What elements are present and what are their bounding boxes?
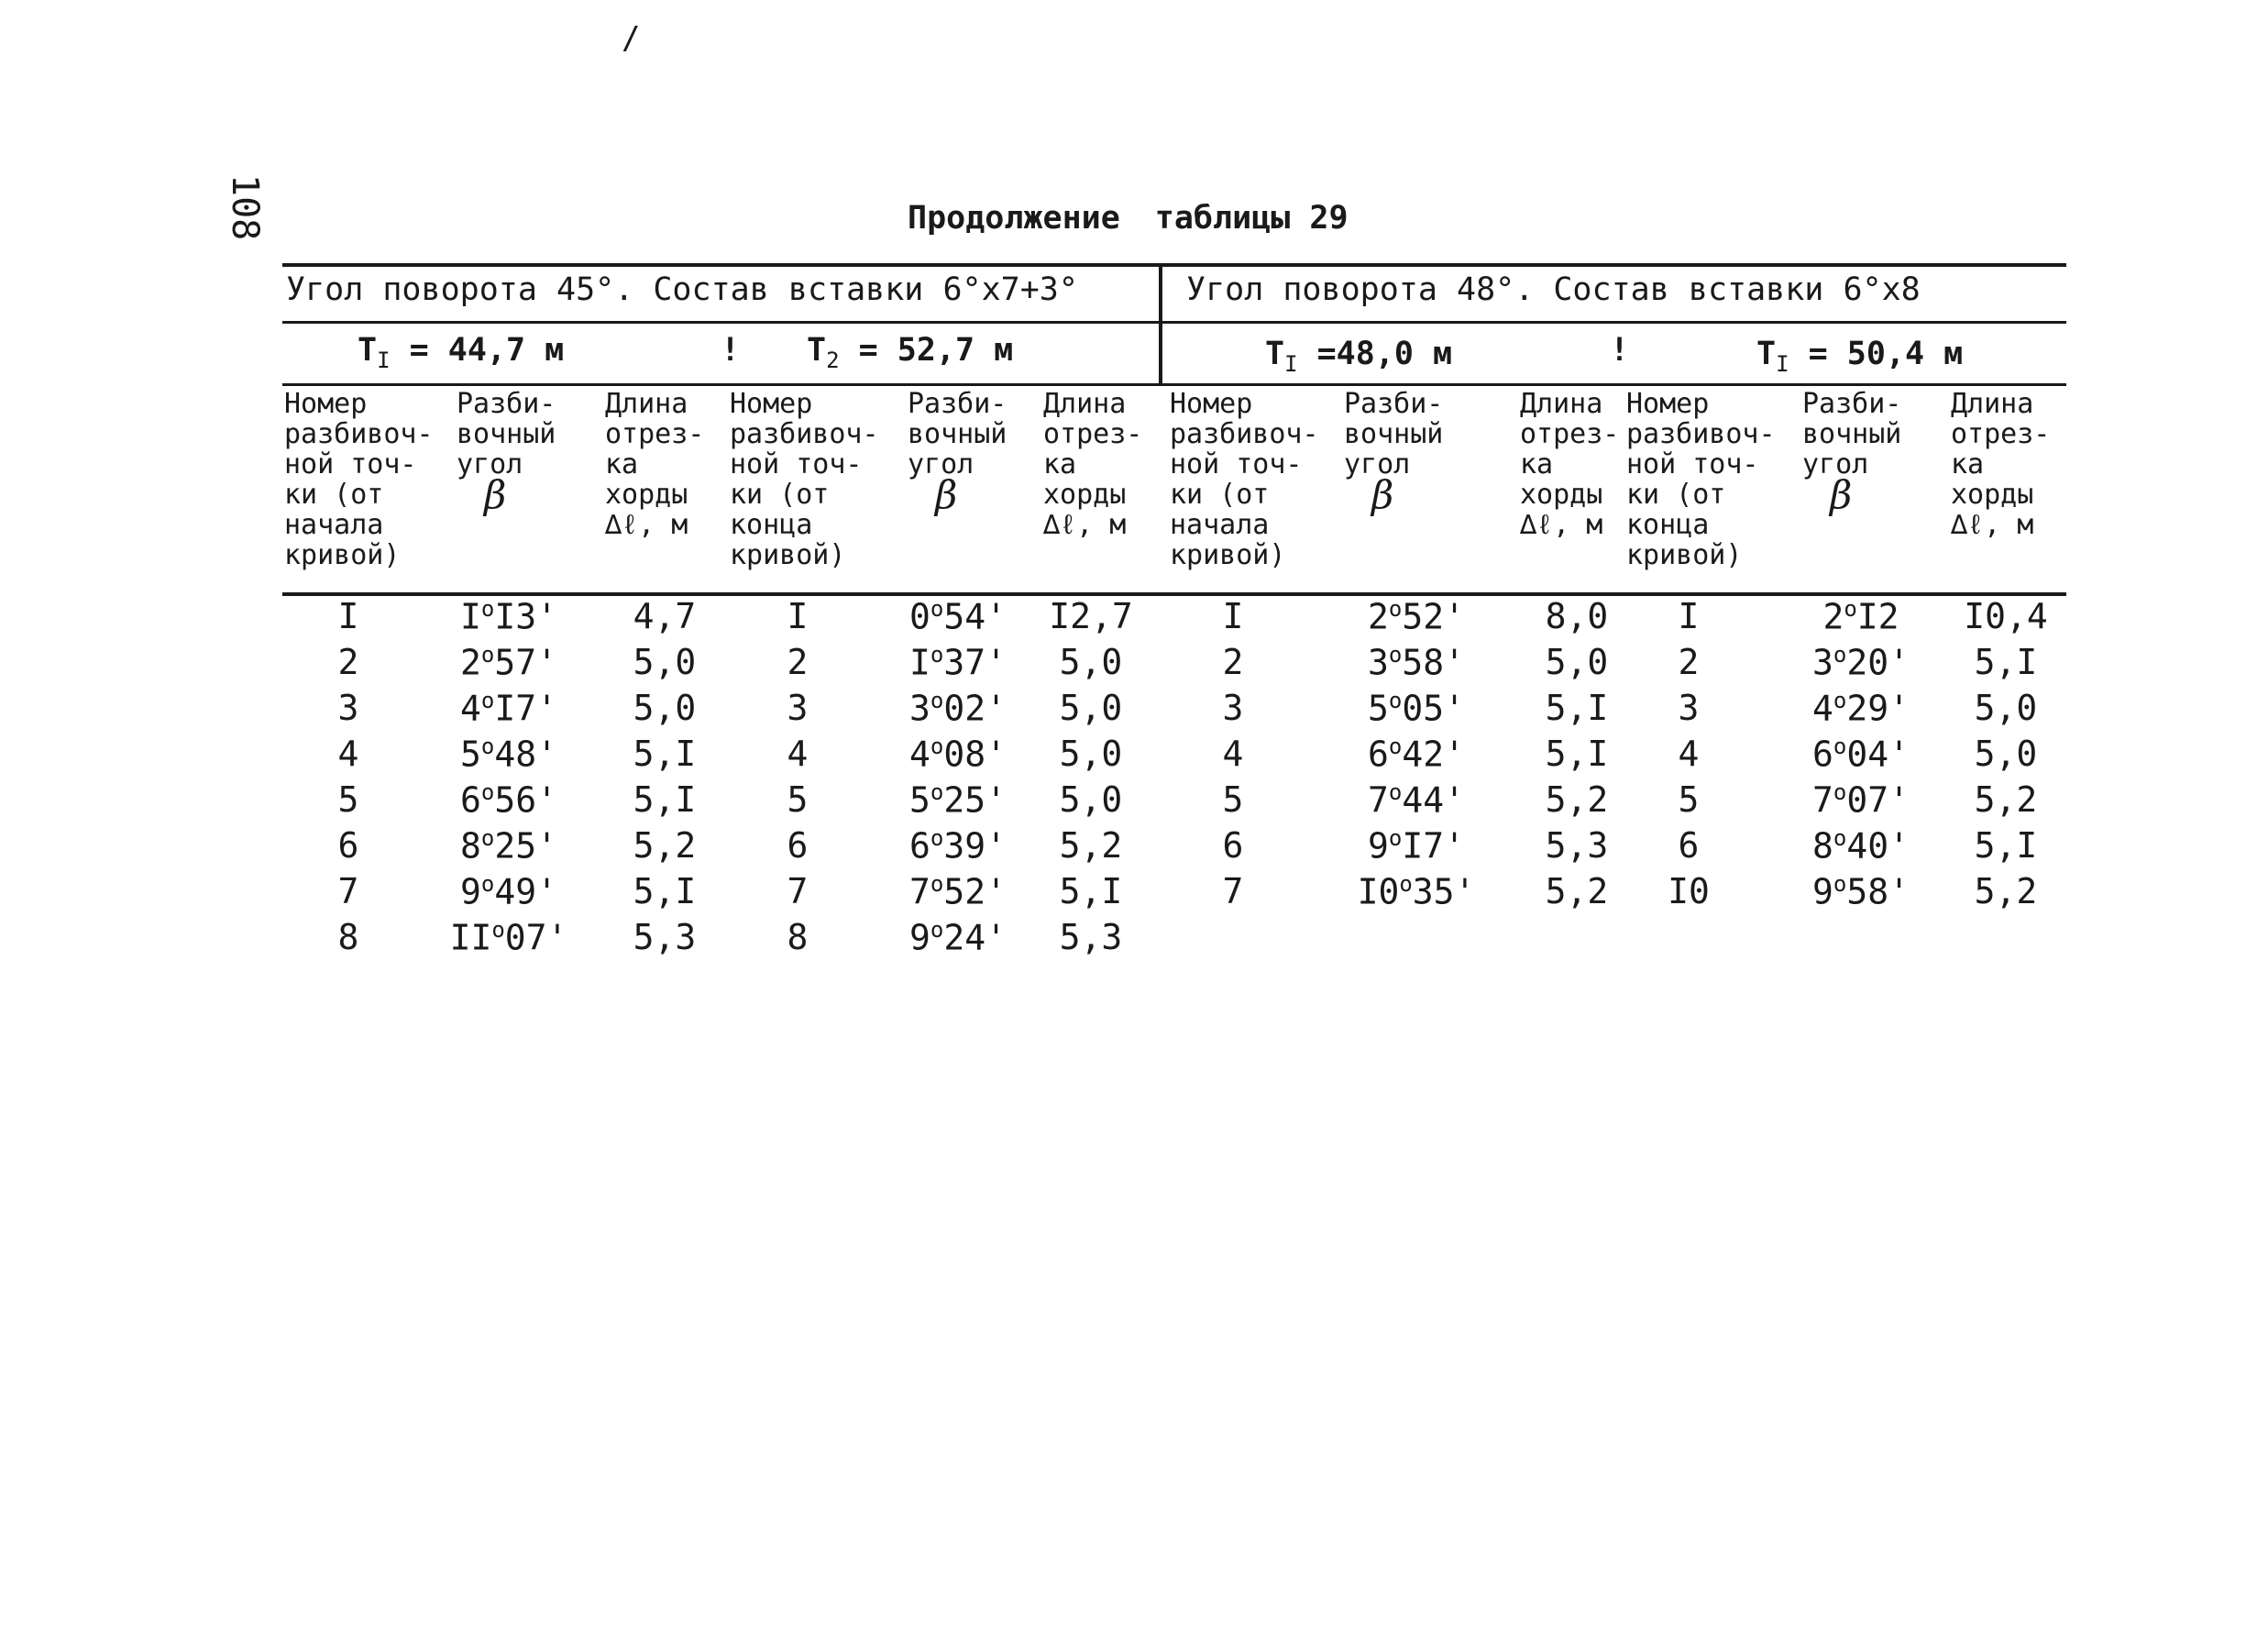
caption-word2: таблицы 29	[1154, 200, 1349, 237]
table-cell-r6-c6: 5,2	[1059, 825, 1123, 866]
table-cell-r5-c11: 7$^o$07'	[1812, 779, 1910, 821]
table-cell-r5-c3: 5,I	[633, 779, 697, 820]
table-cell-r6-c9: 5,3	[1545, 825, 1609, 866]
table-cell-r7-c1: 7	[337, 871, 359, 911]
beta-symbol: β	[484, 472, 507, 517]
table-cell-r2-c3: 5,0	[633, 642, 697, 682]
table-cell-r3-c8: 5$^o$05'	[1368, 688, 1465, 729]
table-cell-r5-c8: 7$^o$44'	[1368, 779, 1465, 821]
table-cell-r1-c10: I	[1678, 596, 1700, 636]
table-cell-r1-c11: 2$^o$I2	[1822, 596, 1899, 637]
t1-left-value: $T_I = 44,7$ м	[358, 332, 565, 373]
table-cell-r7-c8: I0$^o$35'	[1357, 871, 1476, 912]
table-cell-r3-c5: 3$^o$02'	[909, 688, 1007, 729]
table-top-rule	[282, 263, 2066, 267]
table-cell-r3-c3: 5,0	[633, 688, 697, 728]
table-cell-r3-c10: 3	[1678, 688, 1700, 728]
table-cell-r1-c9: 8,0	[1545, 596, 1609, 636]
t-separator-left: !	[721, 332, 741, 369]
table-cell-r4-c1: 4	[337, 734, 359, 774]
table-cell-r4-c4: 4	[787, 734, 809, 774]
group-title-left: Угол поворота 45°. Состав вставки 6°x7+3°	[286, 271, 1078, 308]
table-cell-r3-c11: 4$^o$29'	[1812, 688, 1910, 729]
table-cell-r3-c4: 3	[787, 688, 809, 728]
column-header-12: Длина отрез- ка хорды ∆ℓ, м	[1951, 388, 2051, 541]
table-cell-r6-c5: 6$^o$39'	[909, 825, 1007, 867]
table-cell-r3-c12: 5,0	[1974, 688, 2038, 728]
table-cell-r4-c9: 5,I	[1545, 734, 1609, 774]
beta-symbol: β	[1371, 472, 1394, 517]
table-cell-r8-c1: 8	[337, 917, 359, 957]
column-header-8: Разби- вочный угол β	[1344, 388, 1444, 517]
table-cell-r6-c2: 8$^o$25'	[460, 825, 557, 867]
table-cell-r2-c7: 2	[1222, 642, 1244, 682]
table-cell-r5-c6: 5,0	[1059, 779, 1123, 820]
table-cell-r4-c3: 5,I	[633, 734, 697, 774]
table-cell-r7-c2: 9$^o$49'	[460, 871, 557, 912]
table-cell-r2-c8: 3$^o$58'	[1368, 642, 1465, 683]
table-cell-r5-c4: 5	[787, 779, 809, 820]
table-cell-r3-c6: 5,0	[1059, 688, 1123, 728]
page-number: 108	[224, 174, 266, 241]
table-cell-r3-c7: 3	[1222, 688, 1244, 728]
column-header-6: Длина отрез- ка хорды ∆ℓ, м	[1043, 388, 1143, 541]
table-cell-r6-c11: 8$^o$40'	[1812, 825, 1910, 867]
table-cell-r8-c3: 5,3	[633, 917, 697, 957]
table-cell-r5-c2: 6$^o$56'	[460, 779, 557, 821]
t1-right-value: $T_I =48,0$ м	[1265, 336, 1453, 377]
table-cell-r1-c4: I	[787, 596, 809, 636]
table-cell-r4-c12: 5,0	[1974, 734, 2038, 774]
table-cell-r7-c11: 9$^o$58'	[1812, 871, 1910, 912]
table-cell-r4-c7: 4	[1222, 734, 1244, 774]
table-cell-r4-c6: 5,0	[1059, 734, 1123, 774]
table-cell-r8-c5: 9$^o$24'	[909, 917, 1007, 958]
table-cell-r6-c3: 5,2	[633, 825, 697, 866]
table-cell-r7-c5: 7$^o$52'	[909, 871, 1007, 912]
table-caption	[908, 200, 1383, 237]
t-separator-right: !	[1610, 332, 1630, 369]
table-cell-r1-c1: I	[337, 596, 359, 636]
table-cell-r2-c12: 5,I	[1974, 642, 2038, 682]
table-cell-r3-c2: 4$^o$I7'	[460, 688, 557, 729]
table-cell-r3-c1: 3	[337, 688, 359, 728]
table-cell-r8-c2: $II^o07'$	[449, 917, 568, 958]
table-cell-r7-c12: 5,2	[1974, 871, 2038, 911]
group-title-right: Угол поворота 48°. Состав вставки 6°x8	[1186, 271, 1921, 308]
table-cell-r5-c1: 5	[337, 779, 359, 820]
table-cell-r7-c10: I0	[1668, 871, 1710, 911]
group-divider	[1159, 263, 1162, 386]
column-header-2: Разби- вочный угол β	[457, 388, 556, 517]
table-cell-r6-c8: 9$^o$I7'	[1368, 825, 1465, 867]
table-cell-r1-c2: $I^oI3'$	[460, 596, 557, 637]
table-cell-r2-c10: 2	[1678, 642, 1700, 682]
group-title-rule	[282, 321, 2066, 324]
table-cell-r2-c11: 3$^o$20'	[1812, 642, 1910, 683]
table-cell-r5-c9: 5,2	[1545, 779, 1609, 820]
table-cell-r4-c11: 6$^o$04'	[1812, 734, 1910, 775]
table-cell-r2-c4: 2	[787, 642, 809, 682]
table-cell-r2-c1: 2	[337, 642, 359, 682]
table-cell-r4-c5: 4$^o$08'	[909, 734, 1007, 775]
table-cell-r4-c8: 6$^o$42'	[1368, 734, 1465, 775]
table-cell-r6-c10: 6	[1678, 825, 1700, 866]
caption-word1: Продолжение	[908, 200, 1120, 237]
column-header-5: Разби- вочный угол β	[908, 388, 1007, 517]
table-cell-r1-c3: 4,7	[633, 596, 697, 636]
column-header-10: Номер разбивоч- ной точ- ки (от конца кривой)	[1626, 388, 1776, 571]
table-cell-r7-c9: 5,2	[1545, 871, 1609, 911]
table-cell-r7-c3: 5,I	[633, 871, 697, 911]
table-cell-r3-c9: 5,I	[1545, 688, 1609, 728]
beta-symbol: β	[935, 472, 958, 517]
t2-left-value: $T_2 = 52,7$ м	[807, 332, 1014, 373]
beta-symbol: β	[1830, 472, 1853, 517]
column-header-11: Разби- вочный угол β	[1802, 388, 1902, 517]
table-cell-r5-c12: 5,2	[1974, 779, 2038, 820]
column-header-3: Длина отрез- ка хорды ∆ℓ, м	[605, 388, 705, 541]
table-cell-r1-c12: I0,4	[1964, 596, 2048, 636]
table-cell-r5-c5: 5$^o$25'	[909, 779, 1007, 821]
column-header-9: Длина отрез- ка хорды ∆ℓ, м	[1520, 388, 1620, 541]
table-cell-r7-c6: 5,I	[1059, 871, 1123, 911]
table-cell-r7-c7: 7	[1222, 871, 1244, 911]
table-cell-r1-c6: I2,7	[1049, 596, 1133, 636]
table-cell-r8-c4: 8	[787, 917, 809, 957]
table-cell-r6-c7: 6	[1222, 825, 1244, 866]
table-cell-r4-c10: 4	[1678, 734, 1700, 774]
table-cell-r5-c7: 5	[1222, 779, 1244, 820]
column-header-7: Номер разбивоч- ной точ- ки (от начала кривой)	[1170, 388, 1319, 571]
column-header-1: Номер разбивоч- ной точ- ки (от начала кривой)	[284, 388, 434, 571]
t-values-rule	[282, 383, 2066, 386]
table-cell-r2-c6: 5,0	[1059, 642, 1123, 682]
table-cell-r2-c2: 2$^o$57'	[460, 642, 557, 683]
t2-right-value: $T_I = 50,4$ м	[1756, 336, 1964, 377]
table-cell-r6-c1: 6	[337, 825, 359, 866]
table-cell-r2-c9: 5,0	[1545, 642, 1609, 682]
table-cell-r8-c6: 5,3	[1059, 917, 1123, 957]
table-cell-r5-c10: 5	[1678, 779, 1700, 820]
table-cell-r6-c4: 6	[787, 825, 809, 866]
table-cell-r4-c2: 5$^o$48'	[460, 734, 557, 775]
stray-mark: /	[622, 20, 641, 57]
table-cell-r2-c5: $I^o37'$	[909, 642, 1007, 683]
table-cell-r6-c12: 5,I	[1974, 825, 2038, 866]
table-cell-r1-c5: 0$^o$54'	[909, 596, 1007, 637]
table-cell-r1-c8: 2$^o$52'	[1368, 596, 1465, 637]
table-cell-r7-c4: 7	[787, 871, 809, 911]
table-cell-r1-c7: I	[1222, 596, 1244, 636]
column-header-4: Номер разбивоч- ной точ- ки (от конца кривой)	[730, 388, 879, 571]
